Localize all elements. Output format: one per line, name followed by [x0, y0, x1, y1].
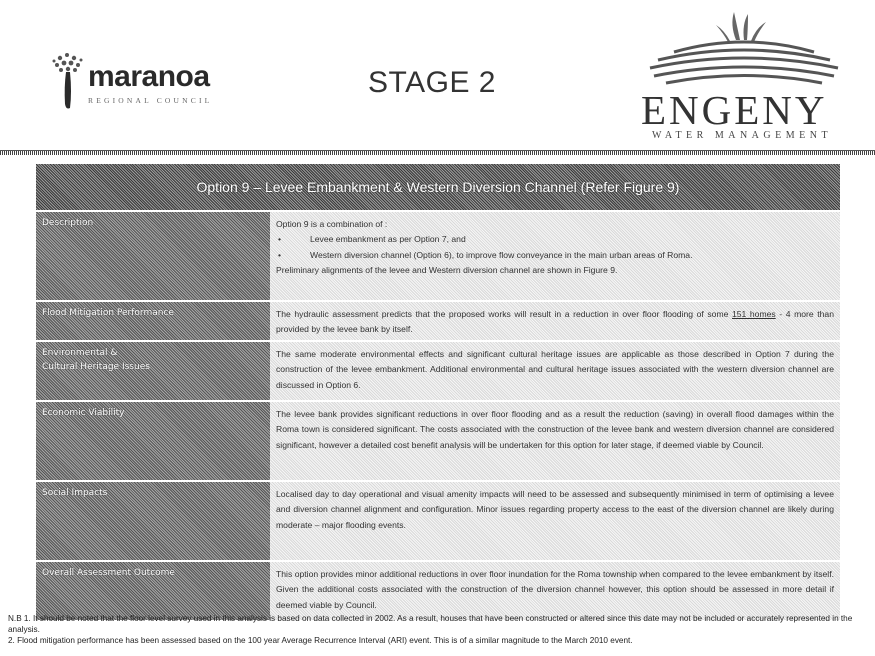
row-value: This option provides minor additional reductions in over floor inundation for the Roma township when compared to the levee embankment by itself. Given the additional costs associated with the construction of the diversion channel however, this option should be assessed in more detail if deemed viable by Council. — [270, 562, 840, 620]
table-row-social — [36, 480, 840, 560]
row-label: Social Impacts — [36, 482, 270, 560]
description-outro: Preliminary alignments of the levee and Western diversion channel are shown in Figure 9. — [276, 265, 618, 276]
row-value: The same moderate environmental effects and significant cultural heritage issues are applicable as those described in Option 7 during the construction of the levee embankment. Additional environmental and cultural heritage issues associated with the western diversion channel are discussed in Option 6. — [270, 342, 840, 400]
footnote-1: N.B 1. It should be noted that the floor level survey used in this analysis is based on data collected in 2002. As a result, houses that have been constructed or altered since this date may not be included or accurately represented in the analysis. — [8, 614, 853, 634]
row-label: Description — [36, 212, 270, 300]
row-label: Economic Viability — [36, 402, 270, 480]
bullet-text: Levee embankment as per Option 7, and — [310, 234, 466, 245]
table-row-environmental — [36, 340, 840, 400]
page-header — [0, 0, 875, 150]
consultant-subtitle: WATER MANAGEMENT — [652, 130, 833, 141]
row-label — [36, 342, 270, 400]
row-value: The levee bank provides significant reductions in over floor flooding and as a result the reduction (saving) in overall flood damages within the Roma town is considered significant. The costs associated with the construction of the levee bank and western diversion channel are considered significant, however a detailed cost benefit analysis will be undertaken for this option for later stage, if deemed viable by Council. — [270, 402, 840, 480]
council-subtitle: REGIONAL COUNCIL — [88, 96, 213, 105]
council-name: maranoa — [88, 60, 210, 93]
homes-count: 151 homes — [731, 309, 776, 319]
consultant-name: ENGENY — [641, 87, 828, 133]
tree-icon — [52, 52, 86, 110]
water-wave-icon — [644, 10, 844, 90]
table-row-description — [36, 210, 840, 300]
text-segment: - 4 more than provided by the levee bank by itself. — [276, 309, 834, 335]
text-segment: The hydraulic assessment predicts that the proposed works will result in a reduction in over floor flooding of some — [276, 309, 732, 319]
footnotes — [8, 614, 868, 646]
header-divider — [0, 150, 875, 155]
row-value — [270, 212, 840, 300]
row-label: Flood Mitigation Performance — [36, 302, 270, 340]
list-item: • Levee embankment as per Option 7, and — [276, 232, 834, 247]
engeny-logo — [641, 10, 844, 141]
table-row-flood-mitigation — [36, 300, 840, 340]
option-assessment-table — [36, 164, 840, 620]
row-value: Localised day to day operational and visual amenity impacts will need to be assessed and subsequently minimised in term of optimising a levee and diversion channel alignment and configuration. Minor issues regarding property access to the east of the diversion channel are likely during moderate – major flooding events. — [270, 482, 840, 560]
footnote-2: 2. Flood mitigation performance has been assessed based on the 100 year Average Recurrence Interval (ARI) event. This is of a similar magnitude to the March 2010 event. — [8, 635, 633, 645]
row-label: Overall Assessment Outcome — [36, 562, 270, 620]
bullet-text: Western diversion channel (Option 6), to improve flow conveyance in the main urban areas of Roma. — [310, 249, 693, 260]
stage-title: STAGE 2 — [368, 66, 496, 99]
row-value — [270, 302, 840, 340]
maranoa-logo — [52, 52, 252, 112]
description-intro: Option 9 is a combination of : — [276, 219, 388, 229]
label-line: Environmental & — [42, 348, 118, 358]
table-row-overall — [36, 560, 840, 620]
table-row-economic — [36, 400, 840, 480]
label-line: Cultural Heritage Issues — [42, 362, 150, 372]
table-title: Option 9 – Levee Embankment & Western Diversion Channel (Refer Figure 9) — [36, 164, 840, 210]
list-item: • Western diversion channel (Option 6), to improve flow conveyance in the main urban areas of Roma. — [276, 248, 834, 263]
